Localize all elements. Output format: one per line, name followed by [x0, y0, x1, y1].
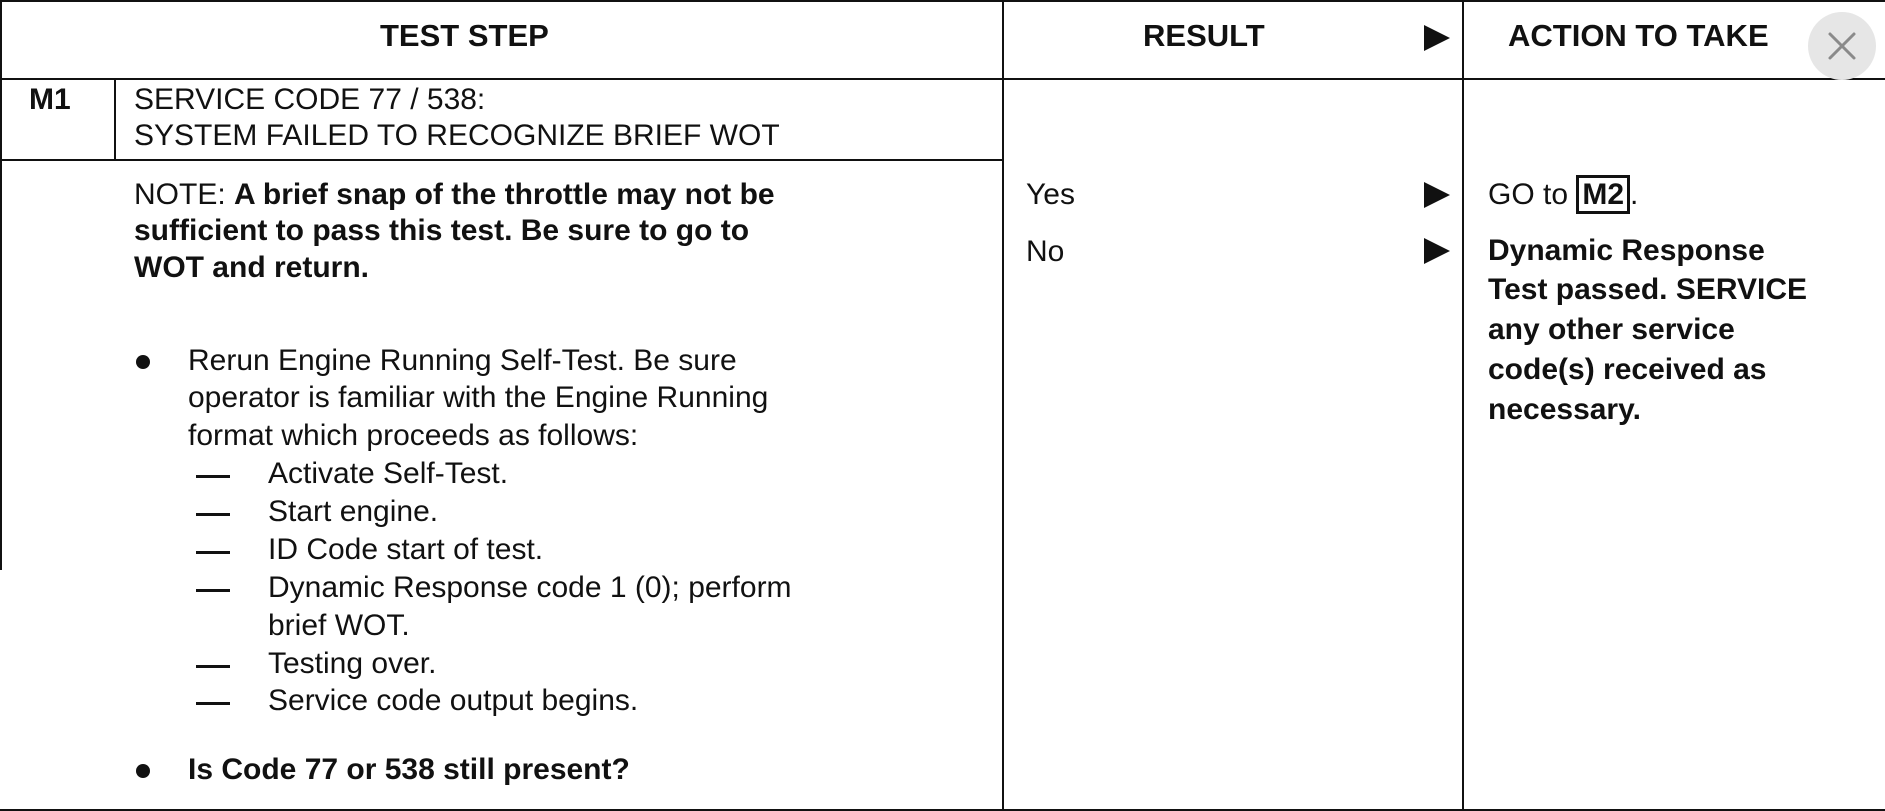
action-yes-suffix: . [1630, 178, 1639, 211]
dash-icon [196, 513, 230, 516]
step-id: M1 [29, 83, 71, 116]
sub-step: Start engine. [268, 495, 439, 528]
header-action-to-take: ACTION TO TAKE [1508, 18, 1769, 53]
sub-step: ID Code start of test. [268, 533, 544, 566]
result-yes-arrow-icon [1424, 182, 1450, 208]
note-text-1: A brief snap of the throttle may not be [234, 178, 775, 211]
sub-step-continuation: brief WOT. [268, 609, 410, 642]
header-test-step: TEST STEP [380, 18, 549, 53]
header-divider [0, 78, 1885, 80]
action-no-line-4: code(s) received as [1488, 353, 1767, 386]
step-reference-m2[interactable]: M2 [1576, 175, 1630, 214]
sub-step: Dynamic Response code 1 (0); perform [268, 571, 792, 604]
action-yes-prefix: GO to [1488, 178, 1577, 211]
note-label: NOTE: [134, 178, 235, 211]
dash-icon [196, 665, 230, 668]
result-no-arrow-icon [1424, 238, 1450, 264]
result-column-divider [1002, 0, 1004, 811]
action-no-line-3: any other service [1488, 313, 1735, 346]
header-arrow-icon [1424, 25, 1450, 51]
dash-icon [196, 702, 230, 705]
sub-step: Activate Self-Test. [268, 457, 509, 490]
result-yes: Yes [1026, 178, 1075, 211]
table-border-top [0, 0, 1885, 2]
step-id-divider [114, 78, 116, 160]
bullet1-line-1: Rerun Engine Running Self-Test. Be sure [188, 344, 737, 377]
table-border-left [0, 0, 2, 570]
step-title-line-2: SYSTEM FAILED TO RECOGNIZE BRIEF WOT [134, 119, 780, 152]
step-title-line-1: SERVICE CODE 77 / 538: [134, 83, 486, 116]
close-button[interactable] [1808, 12, 1876, 80]
action-column-divider [1462, 0, 1464, 811]
step-title-divider [0, 159, 1002, 161]
action-yes [1488, 177, 1638, 213]
note-line-2: sufficient to pass this test. Be sure to go to [134, 214, 750, 247]
sub-step: Service code output begins. [268, 684, 639, 717]
header-result: RESULT [1143, 18, 1265, 53]
action-no-line-5: necessary. [1488, 393, 1641, 426]
close-icon [1826, 30, 1858, 62]
bullet1-line-3: format which proceeds as follows: [188, 419, 639, 452]
note-line-3: WOT and return. [134, 251, 369, 284]
question-text: Is Code 77 or 538 still present? [188, 753, 630, 786]
bullet1-line-2: operator is familiar with the Engine Running [188, 381, 769, 414]
action-no-line-2: Test passed. SERVICE [1488, 273, 1808, 306]
dash-icon [196, 475, 230, 478]
sub-step: Testing over. [268, 647, 437, 680]
bullet-icon [136, 355, 150, 369]
action-no-line-1: Dynamic Response [1488, 234, 1765, 267]
dash-icon [196, 551, 230, 554]
dash-icon [196, 589, 230, 592]
note-line-1 [134, 177, 775, 213]
bullet-icon [136, 764, 150, 778]
result-no: No [1026, 235, 1065, 268]
